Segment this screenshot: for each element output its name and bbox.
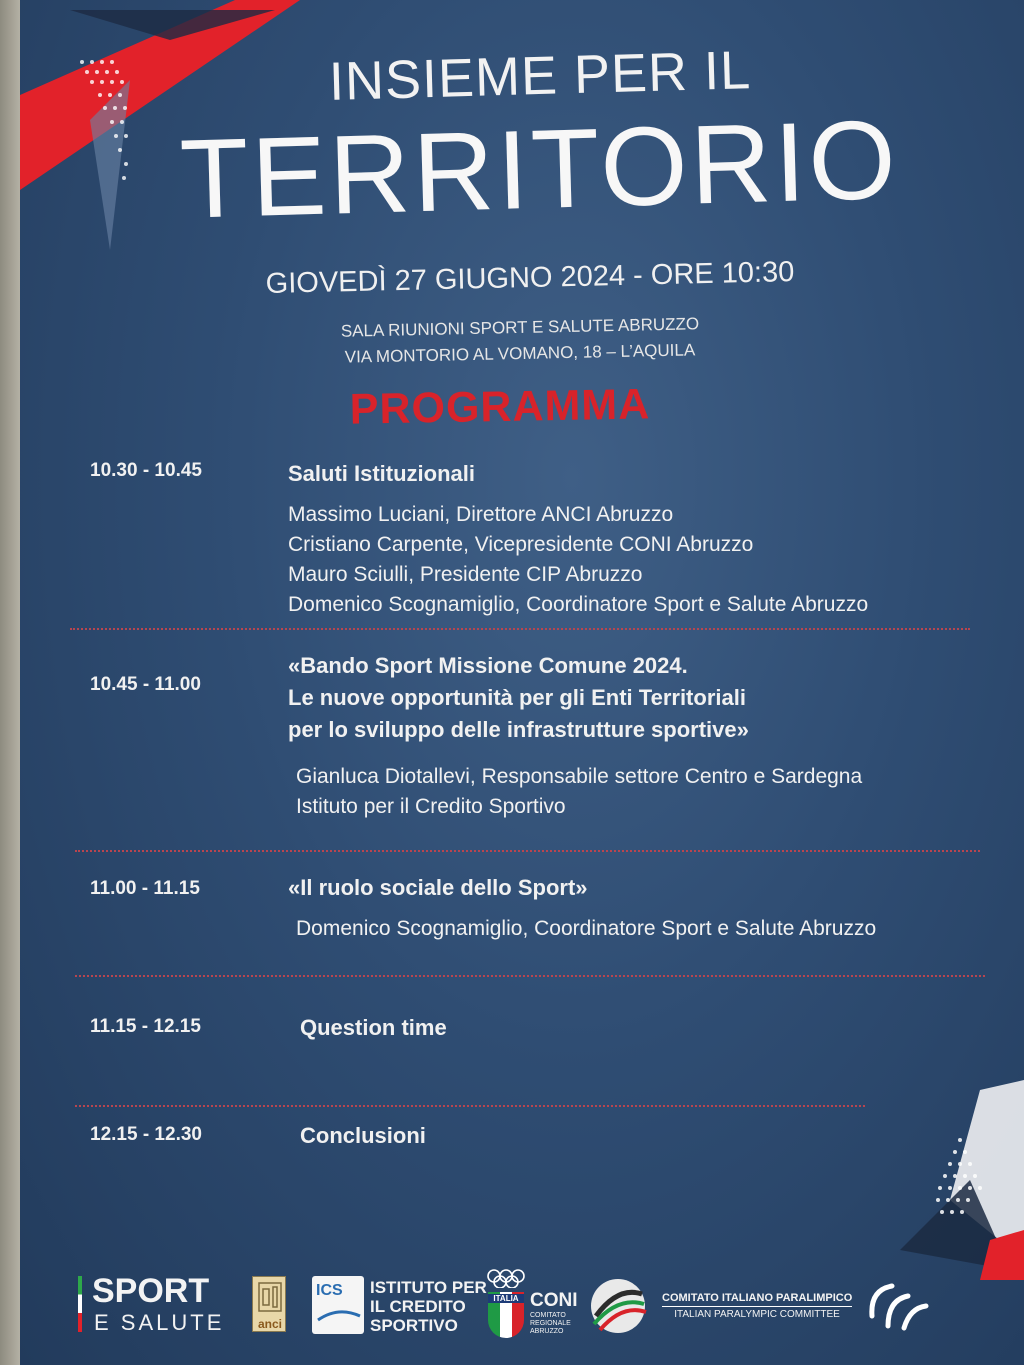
program-title: Question time bbox=[300, 1015, 447, 1040]
ics-swoosh-icon bbox=[312, 1276, 364, 1334]
program-title: «Bando Sport Missione Comune 2024. bbox=[288, 653, 688, 678]
program-time: 12.15 - 12.30 bbox=[90, 1124, 202, 1145]
venue-name: SALA RIUNIONI SPORT E SALUTE ABRUZZO bbox=[340, 314, 700, 341]
speaker: Mauro Sciulli, Presidente CIP Abruzzo bbox=[288, 563, 643, 586]
speaker: Massimo Luciani, Direttore ANCI Abruzzo bbox=[288, 503, 674, 526]
program-title: Conclusioni bbox=[300, 1123, 426, 1148]
agitos-icon bbox=[862, 1276, 932, 1336]
program-heading: PROGRAMMA bbox=[349, 380, 651, 434]
sponsor-logos: SPORT E SALUTE anci ICS ISTITUTO PER IL CREDITO SPORTIVO ITALIA CONI COMITATO REGIONALE ABRUZZO COMITATO ITALIANO PARALIMPICO ITALIAN PARALYMPIC COMMITTEE bbox=[20, 1262, 1024, 1362]
section-divider bbox=[75, 850, 980, 852]
event-date: GIOVEDÌ 27 GIUGNO 2024 - ORE 10:30 bbox=[265, 256, 795, 300]
page-edge-shadow bbox=[0, 0, 22, 1365]
program-content bbox=[288, 458, 988, 620]
anci-logo: anci bbox=[252, 1276, 286, 1332]
program-time: 10.30 - 10.45 bbox=[90, 460, 202, 481]
title-line-2: TERRITORIO bbox=[178, 96, 901, 242]
event-poster bbox=[20, 0, 1024, 1365]
program-content bbox=[288, 650, 988, 822]
section-divider bbox=[70, 628, 970, 630]
speaker: Domenico Scognamiglio, Coordinatore Sport e Salute Abruzzo bbox=[288, 593, 869, 616]
corner-triangle-decoration bbox=[860, 1080, 1024, 1280]
program-title: Saluti Istituzionali bbox=[288, 461, 476, 486]
program-time: 10.45 - 11.00 bbox=[90, 674, 201, 695]
section-divider bbox=[75, 975, 985, 977]
speaker: Istituto per il Credito Sportivo bbox=[296, 795, 566, 818]
program-title: Le nuove opportunità per gli Enti Territoriali bbox=[288, 685, 746, 710]
program-content bbox=[300, 1012, 1000, 1044]
anci-emblem-icon bbox=[253, 1277, 287, 1317]
program-content bbox=[288, 872, 988, 944]
title-line-1: INSIEME PER IL bbox=[328, 40, 752, 112]
speaker: Cristiano Carpente, Vicepresidente CONI Abruzzo bbox=[288, 533, 754, 556]
speaker: Gianluca Diotallevi, Responsabile settore Centro e Sardegna bbox=[296, 765, 863, 788]
program-time: 11.00 - 11.15 bbox=[90, 878, 200, 899]
cip-logo: COMITATO ITALIANO PARALIMPICO ITALIAN PARALYMPIC COMMITTEE bbox=[662, 1292, 853, 1320]
section-divider bbox=[75, 1105, 865, 1107]
program-title: per lo sviluppo delle infrastrutture sportive» bbox=[288, 717, 749, 742]
program-title: «Il ruolo sociale dello Sport» bbox=[288, 875, 588, 900]
olympic-rings-icon bbox=[486, 1268, 526, 1288]
venue-address: VIA MONTORIO AL VOMANO, 18 – L’AQUILA bbox=[344, 340, 696, 367]
program-content bbox=[300, 1120, 1000, 1152]
program-time: 11.15 - 12.15 bbox=[90, 1016, 201, 1037]
striped-sphere-icon bbox=[588, 1276, 648, 1336]
speaker: Domenico Scognamiglio, Coordinatore Sport e Salute Abruzzo bbox=[296, 917, 877, 940]
